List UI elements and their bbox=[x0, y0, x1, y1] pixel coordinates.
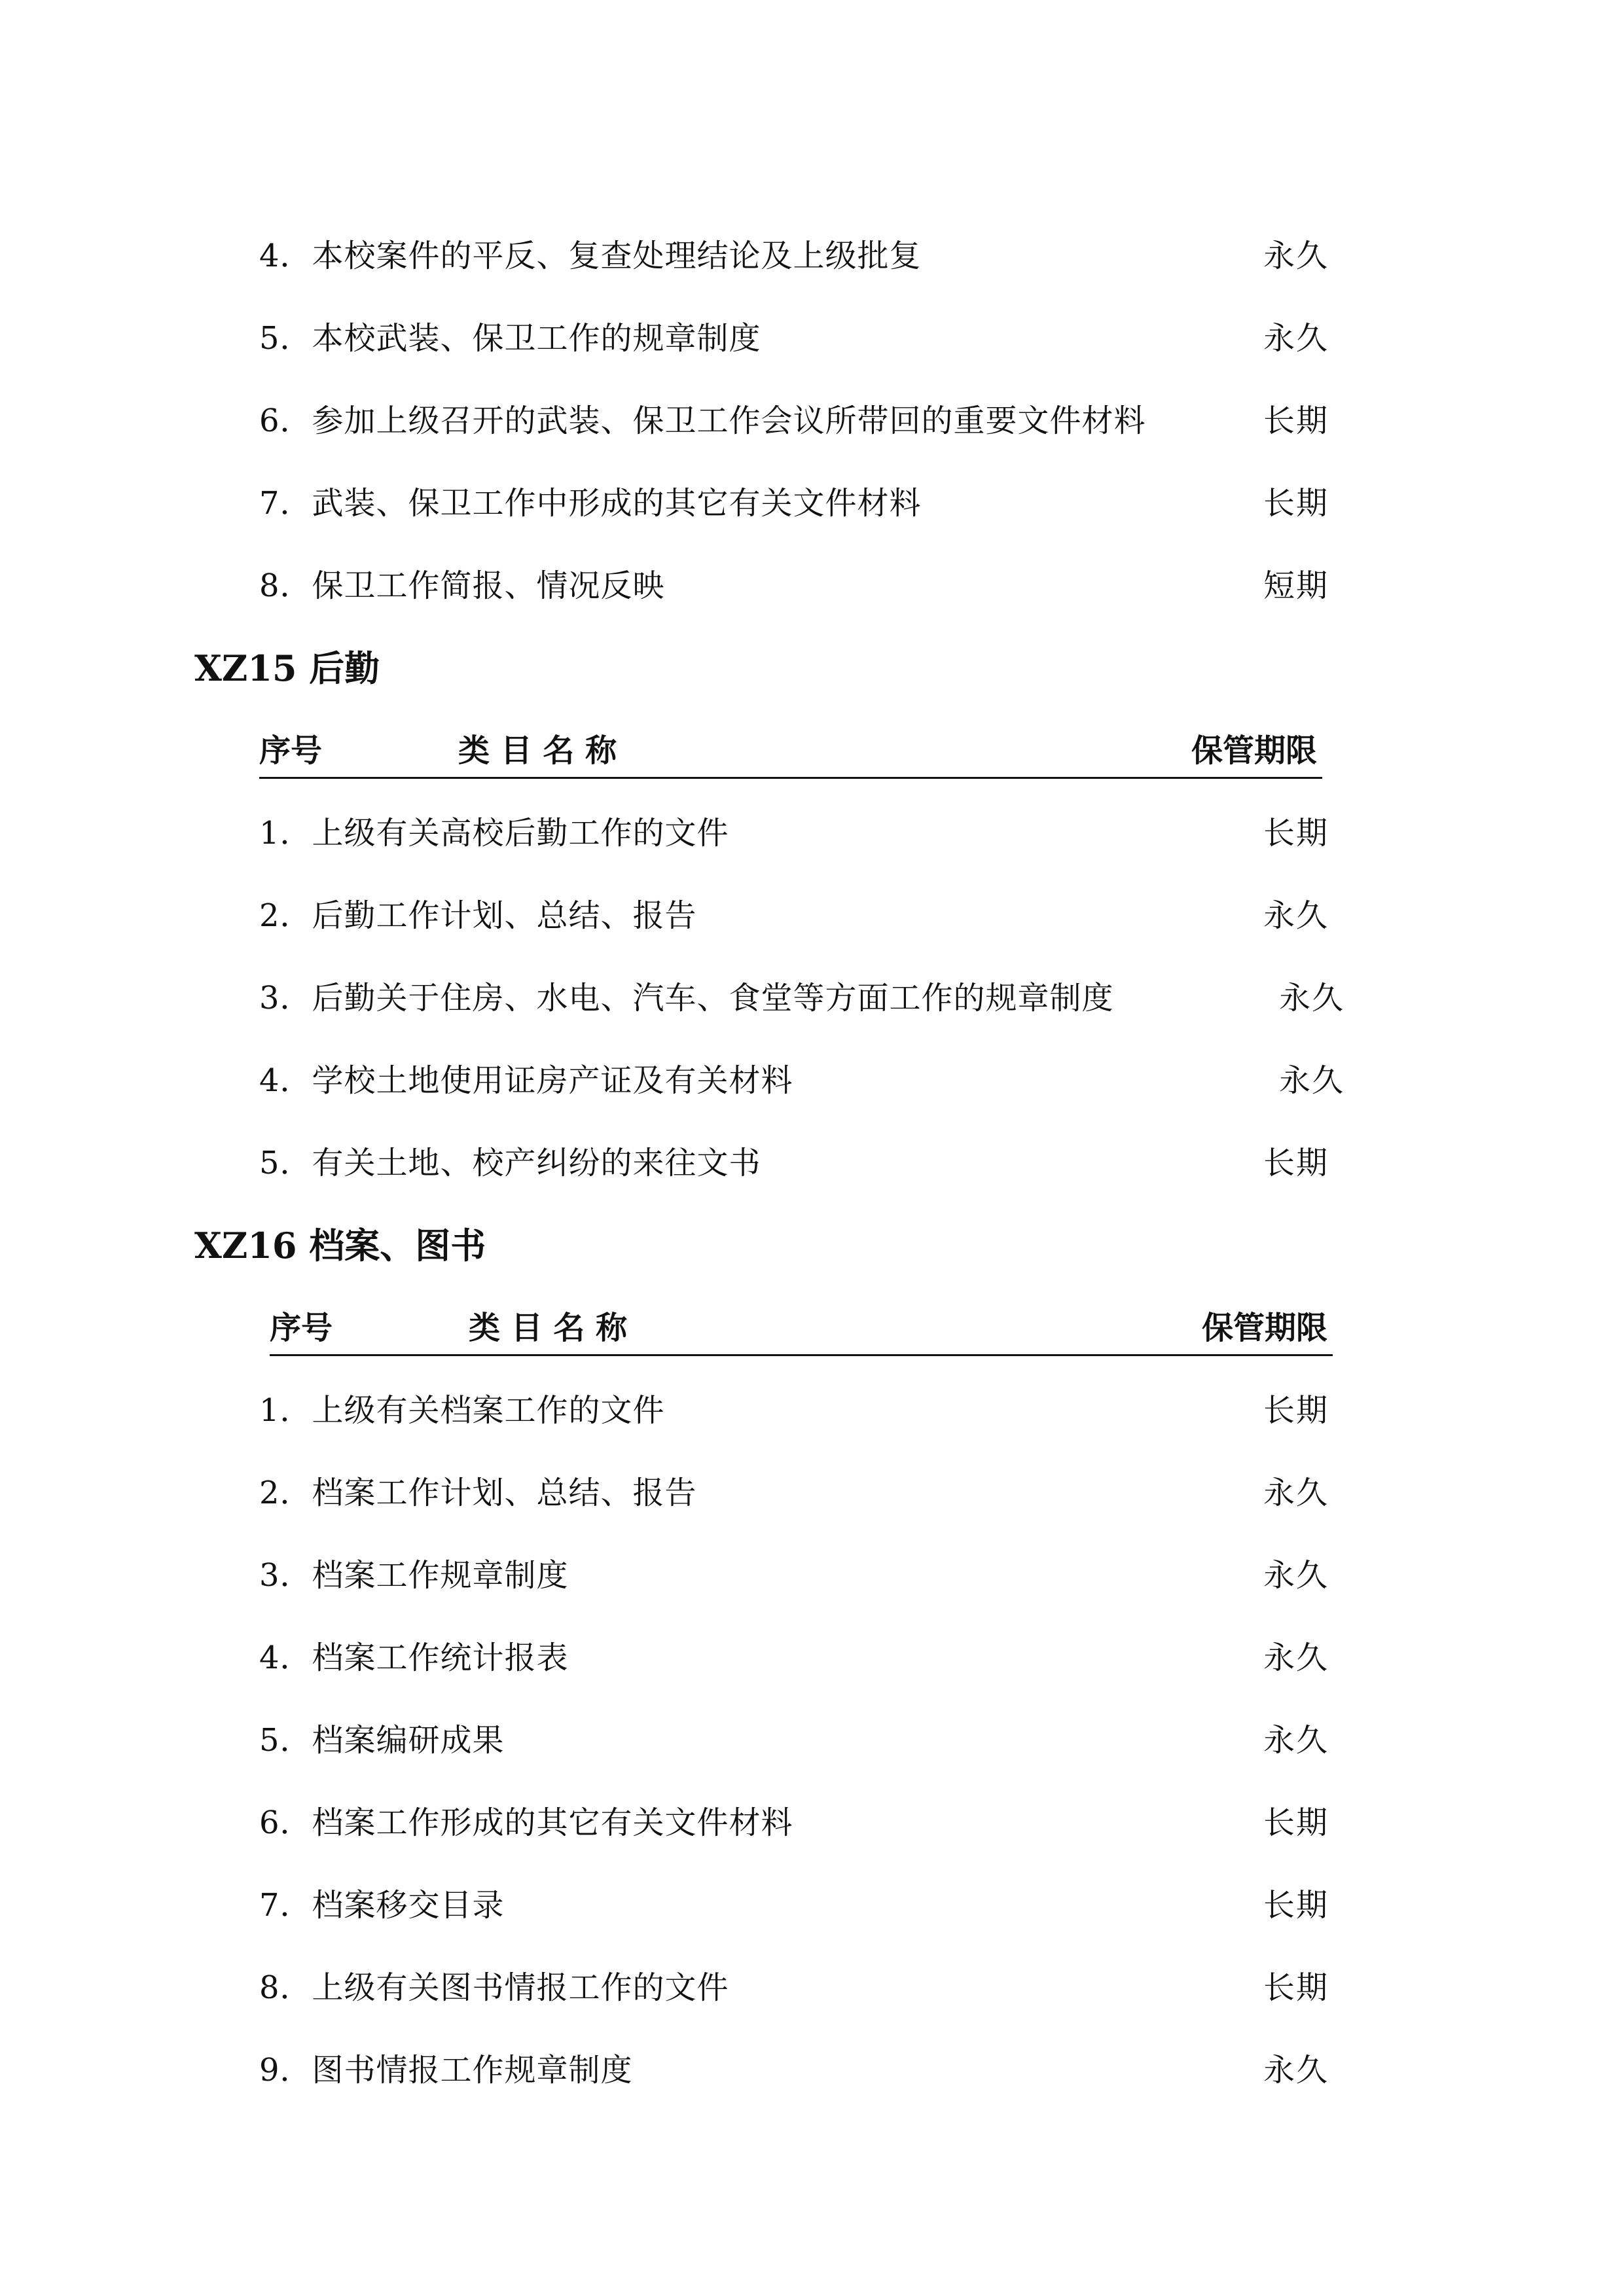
header-seq: 序号 bbox=[259, 732, 323, 769]
list-item bbox=[0, 1467, 1624, 1519]
item-text: 5．档案编研成果 bbox=[259, 1722, 505, 1759]
item-period: 永久 bbox=[1263, 1640, 1329, 1676]
item-text: 3．档案工作规章制度 bbox=[259, 1557, 569, 1594]
table-header-xz15 bbox=[259, 725, 1322, 779]
item-period: 永久 bbox=[1263, 238, 1329, 274]
list-item bbox=[0, 230, 1624, 282]
list-item bbox=[0, 312, 1624, 365]
item-period: 长期 bbox=[1263, 403, 1329, 439]
item-text: 5．有关土地、校产纠纷的来往文书 bbox=[259, 1145, 761, 1181]
header-seq: 序号 bbox=[270, 1310, 333, 1346]
item-period: 永久 bbox=[1263, 1722, 1329, 1759]
list-item bbox=[0, 1054, 1624, 1107]
item-text: 4．档案工作统计报表 bbox=[259, 1640, 569, 1676]
item-text: 3．后勤关于住房、水电、汽车、食堂等方面工作的规章制度 bbox=[259, 980, 1114, 1016]
header-period: 保管期限 bbox=[1191, 732, 1318, 769]
item-period: 永久 bbox=[1263, 320, 1329, 357]
item-text: 6．档案工作形成的其它有关文件材料 bbox=[259, 1804, 793, 1841]
item-period: 永久 bbox=[1263, 2052, 1329, 2089]
list-item bbox=[0, 1549, 1624, 1602]
item-text: 4．学校土地使用证房产证及有关材料 bbox=[259, 1062, 793, 1099]
list-item bbox=[0, 807, 1624, 859]
list-item bbox=[0, 972, 1624, 1024]
list-item bbox=[0, 1714, 1624, 1767]
list-item bbox=[0, 1962, 1624, 2014]
item-period: 永久 bbox=[1263, 1557, 1329, 1594]
list-item bbox=[0, 560, 1624, 612]
item-period: 短期 bbox=[1263, 567, 1329, 604]
item-text: 2．档案工作计划、总结、报告 bbox=[259, 1475, 697, 1511]
item-text: 8．上级有关图书情报工作的文件 bbox=[259, 1969, 729, 2006]
item-period: 永久 bbox=[1263, 897, 1329, 934]
section-title-xz16: XZ16 档案、图书 bbox=[194, 1225, 486, 1266]
item-text: 2．后勤工作计划、总结、报告 bbox=[259, 897, 697, 934]
item-text: 4．本校案件的平反、复查处理结论及上级批复 bbox=[259, 238, 922, 274]
list-item bbox=[0, 2044, 1624, 2096]
table-header-xz16 bbox=[270, 1302, 1333, 1356]
item-period: 长期 bbox=[1263, 485, 1329, 522]
item-text: 6．参加上级召开的武装、保卫工作会议所带回的重要文件材料 bbox=[259, 403, 1146, 439]
item-period: 永久 bbox=[1279, 980, 1345, 1016]
item-text: 7．档案移交目录 bbox=[259, 1887, 505, 1924]
section-title-xz15: XZ15 后勤 bbox=[194, 647, 380, 689]
list-item bbox=[0, 1137, 1624, 1189]
item-period: 长期 bbox=[1263, 815, 1329, 852]
item-period: 永久 bbox=[1263, 1475, 1329, 1511]
item-text: 1．上级有关档案工作的文件 bbox=[259, 1392, 665, 1429]
item-text: 9．图书情报工作规章制度 bbox=[259, 2052, 633, 2089]
item-period: 长期 bbox=[1263, 1887, 1329, 1924]
item-period: 长期 bbox=[1263, 1969, 1329, 2006]
list-item bbox=[0, 395, 1624, 447]
list-item bbox=[0, 477, 1624, 529]
list-item bbox=[0, 1797, 1624, 1849]
list-item bbox=[0, 1384, 1624, 1437]
list-item bbox=[0, 1879, 1624, 1931]
header-name: 类 目 名 称 bbox=[469, 1310, 628, 1346]
item-period: 长期 bbox=[1263, 1804, 1329, 1841]
item-period: 长期 bbox=[1263, 1392, 1329, 1429]
list-item bbox=[0, 1632, 1624, 1684]
item-text: 8．保卫工作简报、情况反映 bbox=[259, 567, 665, 604]
header-period: 保管期限 bbox=[1202, 1310, 1328, 1346]
item-period: 长期 bbox=[1263, 1145, 1329, 1181]
item-period: 永久 bbox=[1279, 1062, 1345, 1099]
item-text: 1．上级有关高校后勤工作的文件 bbox=[259, 815, 729, 852]
item-text: 5．本校武装、保卫工作的规章制度 bbox=[259, 320, 761, 357]
item-text: 7．武装、保卫工作中形成的其它有关文件材料 bbox=[259, 485, 922, 522]
list-item bbox=[0, 889, 1624, 942]
header-name: 类 目 名 称 bbox=[458, 732, 617, 769]
